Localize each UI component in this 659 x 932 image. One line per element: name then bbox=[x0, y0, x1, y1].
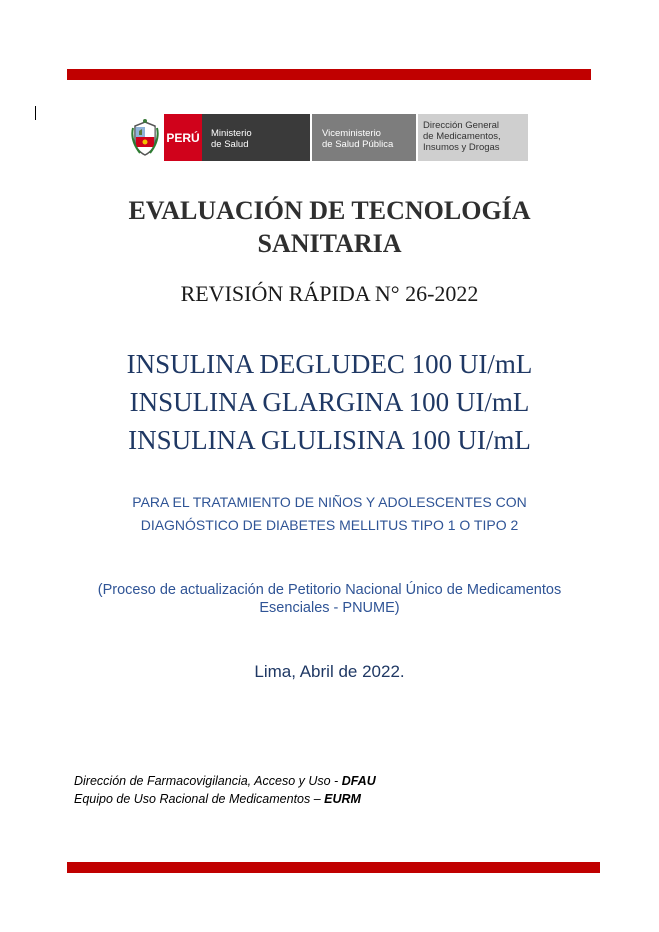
footer-line-1 bbox=[74, 772, 376, 790]
process-note bbox=[0, 581, 659, 617]
purpose-line-1: PARA EL TRATAMIENTO DE NIÑOS Y ADOLESCENTES CON bbox=[132, 494, 527, 510]
drug-list bbox=[0, 345, 659, 459]
footer-dept-text: Dirección de Farmacovigilancia, Acceso y Uso - bbox=[74, 774, 342, 788]
footer-dept-abbr: DFAU bbox=[341, 774, 376, 788]
purpose-line-2: DIAGNÓSTICO DE DIABETES MELLITUS TIPO 1 O TIPO 2 bbox=[140, 517, 519, 533]
title-line-2: SANITARIA bbox=[257, 229, 402, 258]
viceministerio-block bbox=[312, 114, 416, 161]
document-title bbox=[0, 194, 659, 260]
dg-line-1: Dirección General bbox=[423, 120, 500, 131]
vice-line-1: Viceministerio bbox=[322, 128, 381, 139]
peru-shield-icon bbox=[128, 114, 162, 161]
ministerio-line-2: de Salud bbox=[211, 139, 249, 150]
footer-team-abbr: EURM bbox=[324, 792, 361, 806]
footer-line-2 bbox=[74, 790, 376, 808]
drug-item: INSULINA DEGLUDEC 100 UI/mL bbox=[126, 349, 533, 379]
text-cursor bbox=[35, 106, 36, 120]
dg-line-3: Insumos y Drogas bbox=[423, 142, 500, 153]
dg-line-2: de Medicamentos, bbox=[423, 131, 501, 142]
peru-label: PERÚ bbox=[164, 114, 202, 161]
footer-team-text: Equipo de Uso Racional de Medicamentos – bbox=[74, 792, 325, 806]
revision-number: REVISIÓN RÁPIDA N° 26-2022 bbox=[180, 281, 479, 306]
process-line-2: Esenciales - PNUME) bbox=[259, 600, 400, 616]
vice-line-2: de Salud Pública bbox=[322, 139, 394, 150]
top-red-bar bbox=[67, 69, 591, 80]
ministerio-salud-block bbox=[202, 114, 310, 161]
bottom-red-bar bbox=[67, 862, 600, 873]
ministerio-line-1: Ministerio bbox=[211, 128, 252, 139]
publication-date: Lima, Abril de 2022. bbox=[254, 662, 405, 681]
treatment-purpose bbox=[0, 491, 659, 537]
footer-credits bbox=[74, 772, 376, 808]
institution-logo-banner bbox=[128, 114, 528, 161]
process-line-1: (Proceso de actualización de Petitorio Nacional Único de Medicamentos bbox=[97, 582, 562, 598]
drug-item: INSULINA GLARGINA 100 UI/mL bbox=[129, 387, 530, 417]
title-line-1: EVALUACIÓN DE TECNOLOGÍA bbox=[128, 196, 531, 225]
drug-item: INSULINA GLULISINA 100 UI/mL bbox=[128, 425, 531, 455]
direccion-general-block bbox=[418, 114, 528, 161]
